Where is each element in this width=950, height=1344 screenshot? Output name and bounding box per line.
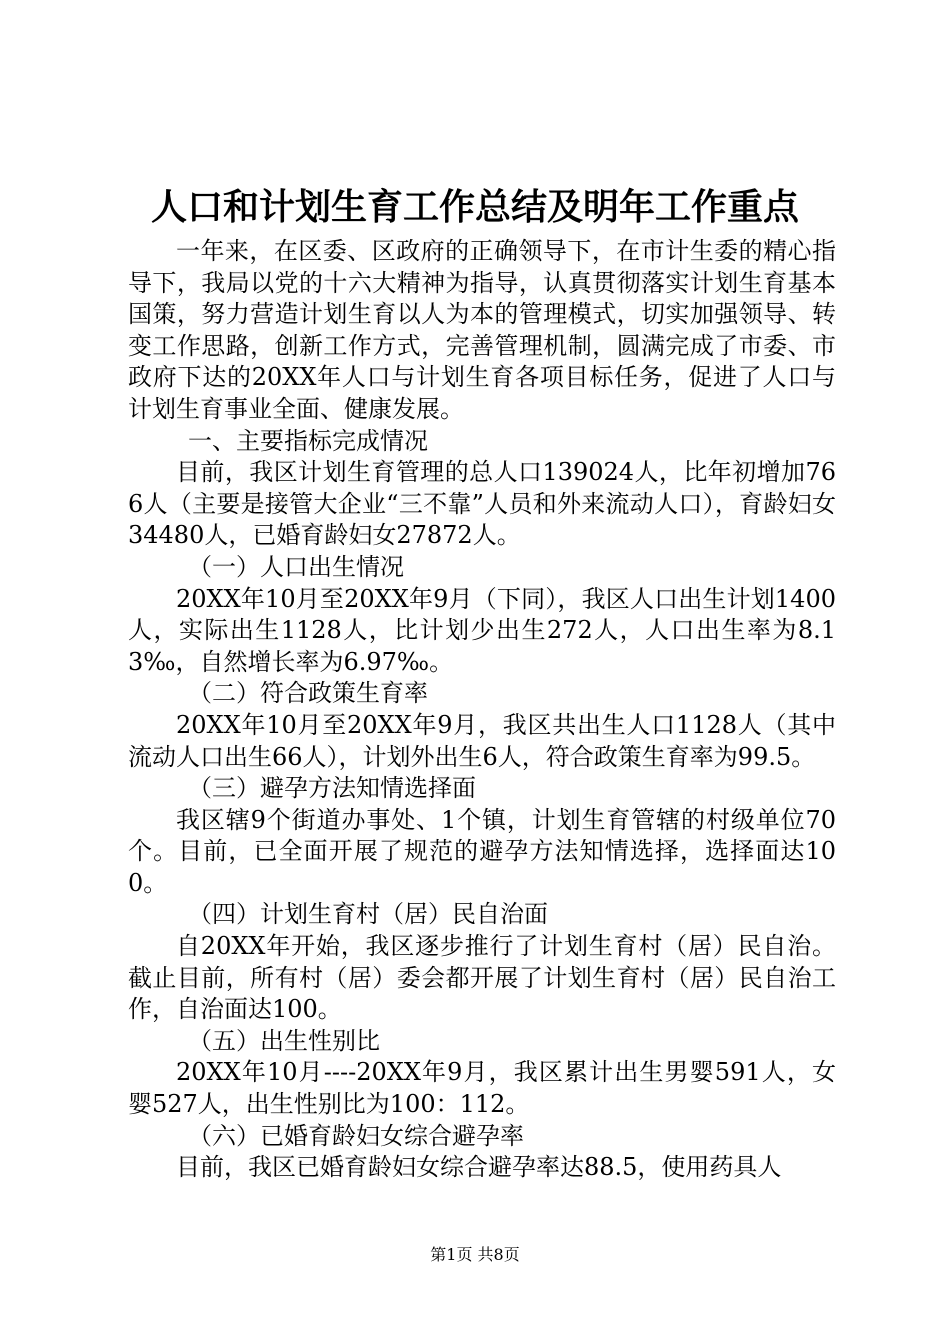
page-footer: 第1页 共8页: [430, 1245, 520, 1264]
document-title: 人口和计划生育工作总结及明年工作重点: [150, 186, 799, 228]
paragraph-births: 20XX年10月至20XX年9月（下同），我区人口出生计划1400人，实际出生1128人，比计划少出生272人，人口出生率为8.13‰，自然增长率为6.97‰。: [128, 584, 836, 676]
subsection-heading-births: （一）人口出生情况: [188, 552, 404, 581]
subsection-heading-contraception-choice: （三）避孕方法知情选择面: [188, 774, 476, 803]
document-body: [128, 236, 836, 1184]
paragraph-sex-ratio: 20XX年10月----20XX年9月，我区累计出生男婴591人，女婴527人，出生性别比为100：112。: [128, 1058, 836, 1119]
subsection-heading-policy-compliance: （二）符合政策生育率: [188, 679, 428, 708]
subsection-heading-self-governance: （四）计划生育村（居）民自治面: [188, 900, 548, 929]
paragraph-self-governance: 自20XX年开始，我区逐步推行了计划生育村（居）民自治。截止目前，所有村（居）委会都开展了计划生育村（居）民自治工作，自治面达100。: [128, 932, 836, 1024]
paragraph-contraception-choice: 我区辖9个街道办事处、1个镇，计划生育管辖的村级单位70个。目前，已全面开展了规范的避孕方法知情选择，选择面达100。: [128, 805, 836, 897]
paragraph-contraception-rate: 目前，我区已婚育龄妇女综合避孕率达88.5，使用药具人: [176, 1153, 782, 1182]
subsection-heading-contraception-rate: （六）已婚育龄妇女综合避孕率: [188, 1121, 524, 1150]
paragraph-total-population: 目前，我区计划生育管理的总人口139024人，比年初增加766人（主要是接管大企业“三不靠”人员和外来流动人口），育龄妇女34480人，已婚育龄妇女27872人。: [128, 458, 836, 550]
paragraph-policy-compliance: 20XX年10月至20XX年9月，我区共出生人口1128人（其中流动人口出生66人），计划外出生6人，符合政策生育率为99.5。: [128, 710, 836, 771]
paragraph-intro: 一年来，在区委、区政府的正确领导下，在市计生委的精心指导下，我局以党的十六大精神为指导，认真贯彻落实计划生育基本国策，努力营造计划生育以人为本的管理模式，切实加强领导、转变工作思路，创新工作方式，完善管理机制，圆满完成了市委、市政府下达的20XX年人口与计划生育各项目标任务，促进了人口与计划生育事业全面、健康发展。: [128, 237, 836, 423]
subsection-heading-sex-ratio: （五）出生性别比: [188, 1026, 380, 1055]
section-heading-main-indicators: 一、主要指标完成情况: [188, 426, 428, 455]
